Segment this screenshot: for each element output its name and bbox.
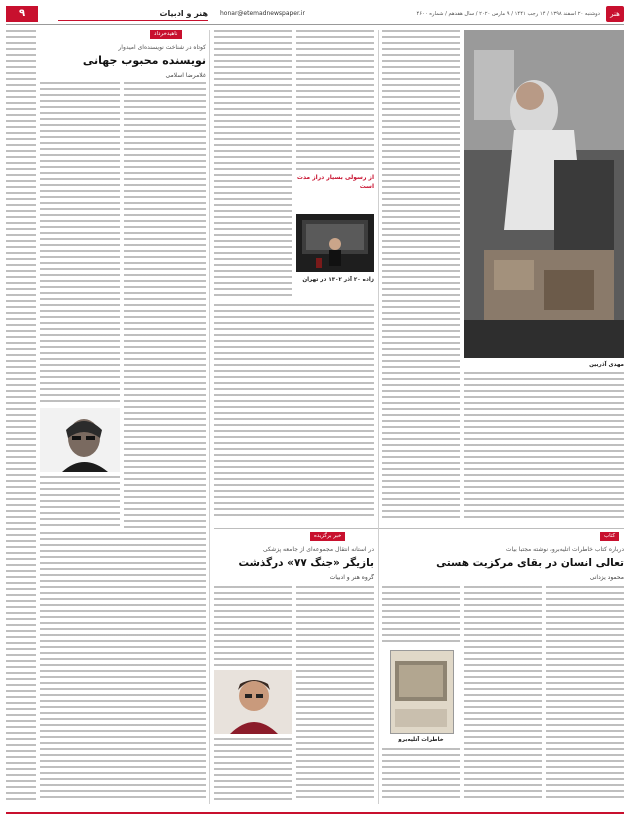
- header-rule: [6, 24, 624, 25]
- left-article-column-1: [124, 82, 206, 528]
- middle-article-headline: بازیگر «جنگ ۷۷» درگذشت: [238, 557, 374, 569]
- middle-photo-caption: زاده ۲۰ آذر ۱۳۰۲ در تهران: [302, 277, 374, 283]
- section-title: هنر و ادبیات: [58, 7, 208, 21]
- actor-portrait-photo: [214, 670, 292, 734]
- right-article-kicker: درباره کتاب خاطرات آتلیه‌برو، نوشته مجتبا بیات: [505, 546, 624, 553]
- middle-article-byline: گروه هنر و ادبیات: [329, 574, 374, 581]
- book-cover-image: [390, 651, 453, 734]
- book-title-caption: خاطرات آتلیه‌برو: [398, 737, 444, 743]
- right-article-tag: کتاب: [600, 532, 619, 541]
- left-article-lower-columns: [40, 532, 206, 802]
- actor-portrait-image: [214, 670, 292, 734]
- middle-lower-column-1: [296, 586, 374, 802]
- right-lower-column-3b: [382, 748, 460, 802]
- newspaper-logo: هنر: [606, 6, 624, 22]
- middle-article-lower-text: [214, 304, 374, 520]
- right-photo-caption: مهدی آذربین: [589, 362, 624, 368]
- artist-at-work-image: [464, 30, 624, 358]
- right-lower-column-2: [464, 586, 542, 802]
- column-divider: [209, 30, 210, 804]
- page-header: [6, 6, 624, 22]
- column-divider-right: [378, 30, 379, 804]
- left-article-headline: نویسنده محبوب جهانی: [82, 54, 206, 67]
- left-article-kicker: کوتاه در شناخت نویسنده‌ای امیدوار: [118, 44, 206, 51]
- middle-lower-column-2a: [214, 586, 292, 666]
- issue-date-line: دوشنبه ۲۰ اسفند ۱۳۹۸ / ۱۴ رجب ۱۴۴۱ / ۹ مارس ۲۰۲۰ / سال هفدهم / شماره ۴۶۰۰: [416, 11, 600, 17]
- middle-article-photo: [296, 214, 374, 272]
- left-margin-column: [6, 30, 36, 800]
- left-article-column-2: [40, 82, 120, 404]
- right-article-column-1: [464, 372, 624, 522]
- left-article-tag: ناهیدخرداد: [150, 30, 182, 39]
- actor-stage-image: [296, 214, 374, 272]
- right-lower-column-1: [546, 586, 624, 802]
- middle-article-tag: خبر برگزیده: [310, 532, 345, 541]
- right-article-byline: محمود یزدانی: [589, 574, 624, 581]
- middle-article-kicker: در آستانه انتقال مجموعه‌ای از جامعه پزشکی: [262, 546, 374, 553]
- section-email[interactable]: honar@etemadnewspaper.ir: [220, 10, 305, 17]
- left-article-byline: غلامرضا اسلامی: [165, 72, 206, 79]
- author-portrait-image: [40, 408, 120, 472]
- book-cover: [390, 650, 454, 734]
- middle-pull-quote: از رسولی بسیار دراز مدت است: [296, 174, 374, 190]
- page-number: ۹: [6, 6, 38, 22]
- middle-article-column-2: [296, 30, 374, 170]
- right-article-column-2: [382, 30, 460, 520]
- left-article-column-2b: [40, 476, 120, 528]
- author-portrait-photo: [40, 408, 120, 472]
- page-footer-rule: [6, 812, 624, 814]
- right-article-photo: [464, 30, 624, 358]
- right-article-headline: تعالی انسان در بقای مرکزیت هستی: [436, 557, 624, 569]
- right-lower-column-3a: [382, 586, 460, 646]
- lower-section-rule: [214, 528, 624, 529]
- middle-lower-column-2b: [214, 738, 292, 802]
- middle-article-column-1: [214, 30, 292, 300]
